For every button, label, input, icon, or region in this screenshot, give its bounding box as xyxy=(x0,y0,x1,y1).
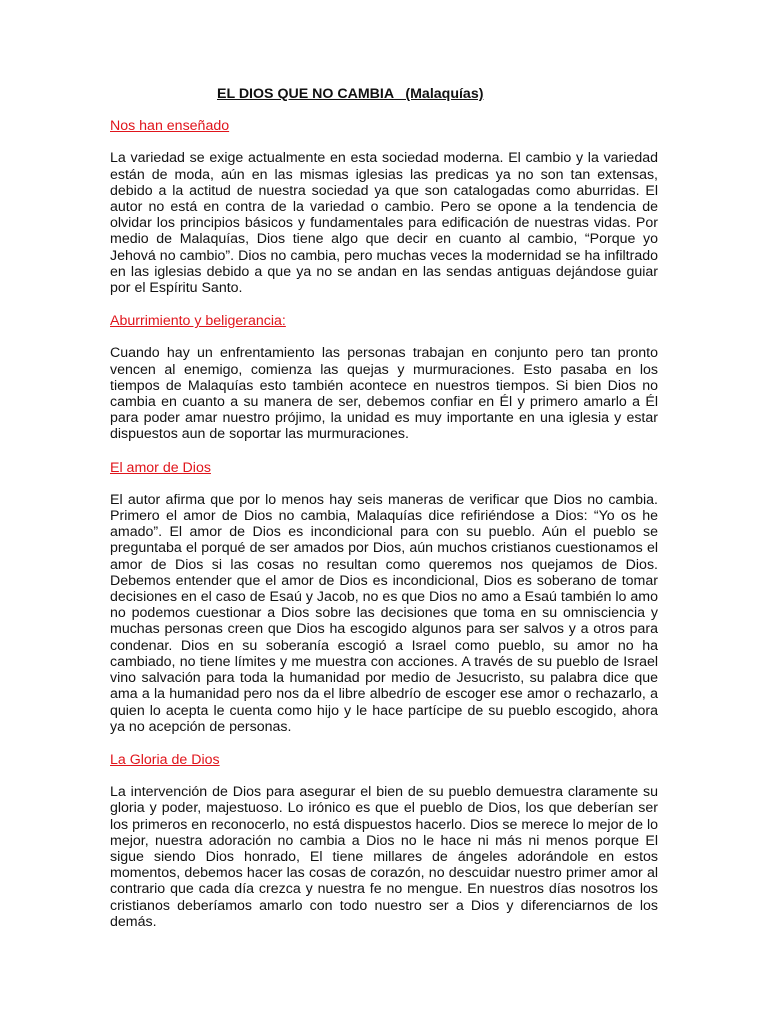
section-gloria-de-dios xyxy=(110,752,658,930)
section-paragraph: Cuando hay un enfrentamiento las personas trabajan en conjunto pero tan pronto vencen al enemigo, comienza las quejas y murmuraciones. Esto pasaba en los tiempos de Malaquías esto también acontece en nuestros tiempos. Si bien Dios no cambia en cuanto a su manera de ser, debemos confiar en Él y primero amarlo a Él para poder amar nuestro prójimo, la unidad es muy importante en una iglesia y estar dispuestos aun de soportar las murmuraciones. xyxy=(110,345,658,443)
section-aburrimiento xyxy=(110,313,658,442)
section-paragraph: El autor afirma que por lo menos hay seis maneras de verificar que Dios no cambia. Primero el amor de Dios no cambia, Malaquías dice refiriéndose a Dios: “Yo os he amado”. El amor de Dios es incondicional para con su pueblo. Aún el pueblo se preguntaba el porqué de ser amados por Dios, aún muchos cristianos cuestionamos el amor de Dios si las cosas no resultan como queremos nos quejamos de Dios. Debemos entender que el amor de Dios es incondicional, Dios es soberano de tomar decisiones en el caso de Esaú y Jacob, no es que Dios no amo a Esaú también lo amo no podemos cuestionar a Dios sobre las decisiones que toma en su omnisciencia y muchas personas creen que Dios ha escogido algunos para ser salvos y a otros para condenar. Dios en su soberanía escogió a Israel como pueblo, su amor no ha cambiado, no tiene límites y me muestra con acciones. A través de su pueblo de Israel vino salvación para toda la humanidad por medio de Jesucristo, su palabra dice que ama a la humanidad pero nos da el libre albedrío de escoger ese amor o rechazarlo, a quien lo acepta le cuenta como hijo y le hace partícipe de su pueblo escogido, ahora ya no acepción de personas. xyxy=(110,491,658,735)
section-heading: Aburrimiento y beligerancia: xyxy=(110,313,286,330)
section-heading: Nos han enseñado xyxy=(110,118,230,135)
section-nos-han-ensenado xyxy=(110,118,658,296)
section-heading: La Gloria de Dios xyxy=(110,751,220,768)
section-paragraph: La intervención de Dios para asegurar el bien de su pueblo demuestra claramente su gloria y poder, majestuoso. Lo irónico es que el pueblo de Dios, los que deberían ser los primeros en reconocerlo, no está dispuestos hacerlo. Dios se merece lo mejor de lo mejor, nuestra adoración no cambia a Dios no le hace ni más ni menos porque El sigue siendo Dios honrado, El tiene millares de ángeles adorándole en estos momentos, debemos hacer las cosas de corazón, no descuidar nuestro primer amor al contrario que cada día crezca y nuestra fe no mengue. En nuestros días nosotros los cristianos deberíamos amarlo con todo nuestro ser a Dios y diferenciarnos de los demás. xyxy=(110,784,658,930)
section-paragraph: La variedad se exige actualmente en esta sociedad moderna. El cambio y la variedad están de moda, aún en las mismas iglesias las predicas ya no son tan extensas, debido a la actitud de nuestra sociedad ya que son catalogadas como aburridas. El autor no está en contra de la variedad o cambio. Pero se opone a la tendencia de olvidar los principios básicos y fundamentales para edificación de nuestras vidas. Por medio de Malaquías, Dios tiene algo que decir en cuanto al cambio, “Porque yo Jehová no cambio”. Dios no cambia, pero muchas veces la modernidad se ha infiltrado en las iglesias debido a que ya no se andan en las sendas antiguas dejándose guiar por el Espíritu Santo. xyxy=(110,150,658,297)
document-page xyxy=(110,86,658,947)
section-amor-de-dios xyxy=(110,460,658,735)
document-title: EL DIOS QUE NO CAMBIA (Malaquías) xyxy=(217,86,484,102)
section-heading: El amor de Dios xyxy=(110,459,211,476)
